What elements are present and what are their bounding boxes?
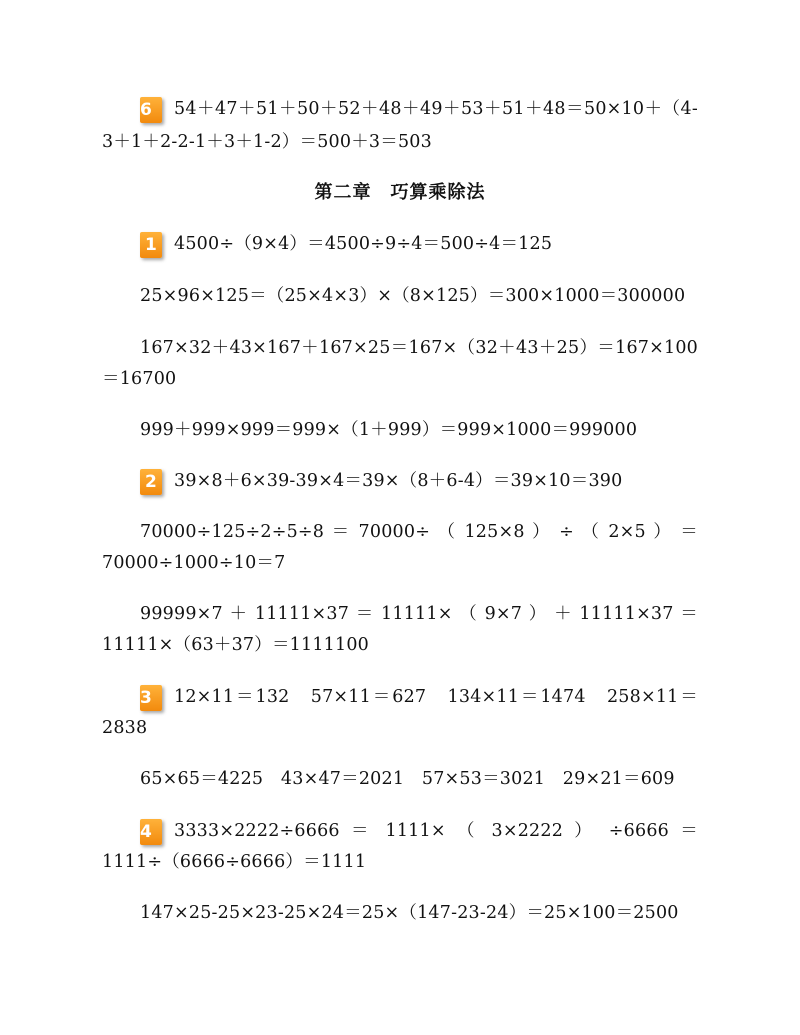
problem-4-line-a2: 1111÷（6666÷6666）＝1111 xyxy=(102,852,367,872)
problem-2-line-a xyxy=(140,466,698,497)
problem-3-line-b: 65×65＝4225 43×47＝2021 57×53＝3021 29×21＝609 xyxy=(140,769,675,789)
problem-6-line-2: 3＋1＋2-2-1＋3＋1-2）＝500＋3＝503 xyxy=(102,132,432,152)
problem-2-line-c1: 99999×7 ＋ 11111×37 ＝ 11111× （ 9×7 ） ＋ 11111×37 ＝ xyxy=(140,604,698,624)
problem-1-line-d: 999＋999×999＝999×（1＋999）＝999×1000＝999000 xyxy=(140,420,638,440)
problem-4-line-a xyxy=(140,816,698,847)
problem-6-text: 54＋47＋51＋50＋52＋48＋49＋53＋51＋48＝50×10＋（4- xyxy=(174,99,698,119)
problem-3-text-a: 12×11＝132 57×11＝627 134×11＝1474 258×11＝ xyxy=(174,687,698,707)
problem-6-line-1 xyxy=(140,94,698,125)
problem-2-text-a: 39×8＋6×39-39×4＝39×（8＋6-4）＝39×10＝390 xyxy=(174,471,623,491)
problem-number-badge: 6 xyxy=(140,97,162,123)
problem-1-line-c1: 167×32＋43×167＋167×25＝167×（32＋43＋25）＝167×100 xyxy=(140,338,698,358)
problem-4-line-b: 147×25-25×23-25×24＝25×（147-23-24）＝25×100＝2500 xyxy=(140,903,679,923)
problem-1-text-a: 4500÷（9×4）＝4500÷9÷4＝500÷4＝125 xyxy=(174,234,553,254)
problem-4-text-a: 3333×2222÷6666 ＝ 1111× （ 3×2222 ） ÷6666 ＝ xyxy=(174,821,698,841)
problem-number-badge: 1 xyxy=(140,232,162,258)
problem-1-line-c2: ＝16700 xyxy=(102,369,177,389)
problem-3-line-a xyxy=(140,682,698,713)
problem-2-line-b1: 70000÷125÷2÷5÷8 ＝ 70000÷ （ 125×8 ） ÷ （ 2×5 ） ＝ xyxy=(140,522,698,542)
problem-2-line-b2: 70000÷1000÷10＝7 xyxy=(102,553,286,573)
problem-1-line-b: 25×96×125＝（25×4×3）×（8×125）＝300×1000＝300000 xyxy=(140,286,686,306)
problem-3-line-a2: 2838 xyxy=(102,718,148,738)
chapter-title: 第二章 巧算乘除法 xyxy=(314,182,486,203)
problem-number-badge: 4 xyxy=(140,819,162,845)
problem-1-line-a xyxy=(140,229,698,260)
problem-2-line-c2: 11111×（63＋37）＝1111100 xyxy=(102,635,370,655)
problem-number-badge: 2 xyxy=(140,469,162,495)
problem-number-badge: 3 xyxy=(140,685,162,711)
